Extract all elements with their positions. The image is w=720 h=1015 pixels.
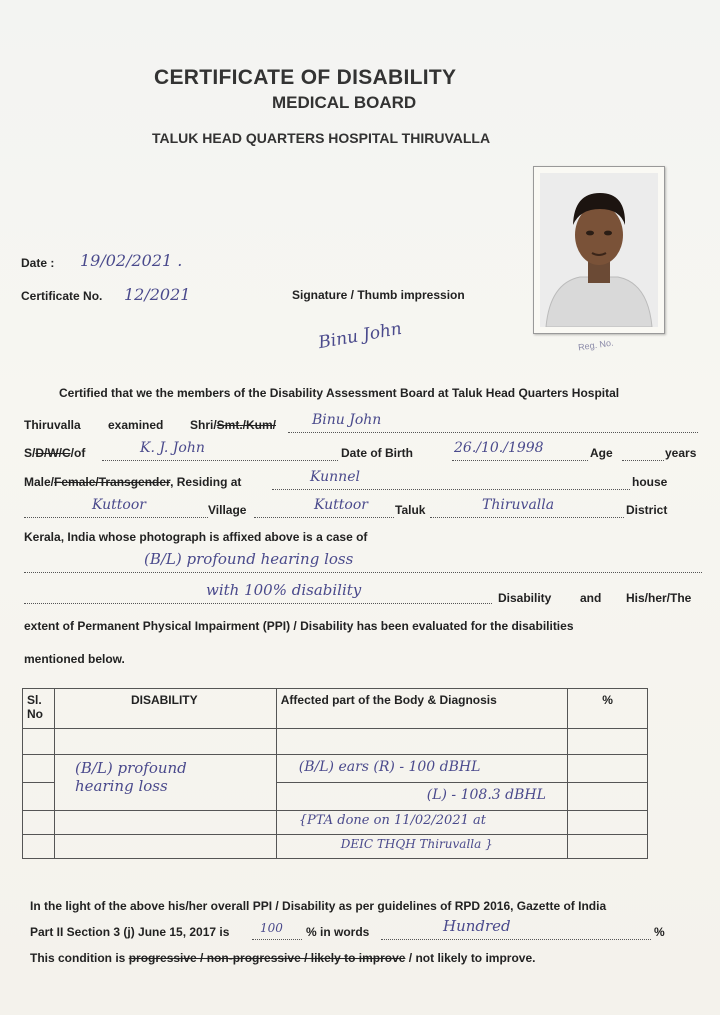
table-row — [23, 729, 648, 755]
diag-line-1: (B/L) ears (R) - 100 dBHL — [298, 759, 481, 775]
certification-line-1: Certified that we the members of the Disability Assessment Board at Taluk Head Quarters Hospital — [59, 386, 620, 400]
case-line-1 — [24, 552, 702, 573]
examined-label: examined — [108, 418, 164, 432]
footer-line-3 — [30, 951, 536, 965]
date-value: 19/02/2021 . — [80, 251, 183, 270]
condition-prefix: This condition is — [30, 951, 126, 965]
diag-cell-4 — [276, 835, 567, 859]
house-label: house — [632, 475, 668, 489]
col-percent: % — [568, 689, 648, 729]
percent-field — [252, 921, 302, 940]
diag-line-3: {PTA done on 11/02/2021 at — [298, 813, 486, 828]
district-label: District — [626, 503, 668, 517]
disability-table — [22, 688, 648, 859]
taluk-field — [254, 499, 394, 518]
table-row — [23, 755, 648, 783]
col-affected-part: Affected part of the Body & Diagnosis — [276, 689, 567, 729]
applicant-photo — [533, 166, 665, 334]
footer-line-2-prefix: Part II Section 3 (j) June 15, 2017 is — [30, 925, 230, 939]
words-value: Hundred — [443, 917, 511, 935]
footer-line-2-mid: % in words — [306, 925, 370, 939]
male-label: Male/ — [24, 475, 55, 489]
certificate-number-value: 12/2021 — [124, 285, 191, 304]
shri-label: Shri/ — [190, 418, 217, 432]
table-header-row — [23, 689, 648, 729]
smt-kum-struck: Smt./Kum/ — [216, 418, 277, 432]
signature: Binu John — [316, 318, 404, 354]
village-value: Kuttoor — [92, 497, 146, 513]
words-field — [381, 917, 651, 940]
father-value: K. J. John — [140, 440, 205, 456]
condition-struck: progressive / non-progressive / likely to improve — [128, 951, 406, 965]
date-label: Date : — [21, 256, 55, 270]
footer-line-1: In the light of the above his/her overall PPI / Disability as per guidelines of RPD 2016, Gazette of India — [30, 899, 607, 913]
certificate-number-label: Certificate No. — [21, 289, 103, 303]
village-field — [24, 499, 208, 518]
village-label: Village — [208, 503, 247, 517]
district-field — [430, 499, 624, 518]
board-subtitle: MEDICAL BOARD — [272, 93, 417, 112]
taluk-label: Taluk — [395, 503, 426, 517]
certificate-title: CERTIFICATE OF DISABILITY — [154, 66, 457, 89]
house-field — [272, 471, 630, 490]
diag-cell-1 — [276, 755, 567, 783]
table-row — [23, 811, 648, 835]
age-field — [622, 442, 664, 461]
condition-suffix: / not likely to improve. — [408, 951, 536, 965]
relation-options — [24, 446, 85, 460]
case-value-2: with 100% disability — [206, 581, 362, 599]
diag-cell-2 — [276, 783, 567, 811]
col-sl-no: Sl. No — [23, 689, 55, 729]
of-label: /of — [70, 446, 86, 460]
house-value: Kunnel — [310, 469, 360, 485]
disability-label: Disability — [498, 591, 552, 605]
and-label: and — [580, 591, 602, 605]
person-photo-icon — [540, 173, 658, 327]
signature-label: Signature / Thumb impression — [292, 288, 465, 302]
case-value-1: (B/L) profound hearing loss — [144, 550, 354, 568]
age-label: Age — [590, 446, 613, 460]
diag-line-4: DEIC THQH Thiruvalla } — [340, 837, 493, 851]
diag-cell-3 — [276, 811, 567, 835]
kerala-line: Kerala, India whose photograph is affixed above is a case of — [24, 530, 368, 544]
mentioned-below: mentioned below. — [24, 652, 125, 666]
district-value: Thiruvalla — [482, 497, 555, 513]
father-field — [102, 442, 338, 461]
hospital-name: TALUK HEAD QUARTERS HOSPITAL THIRUVALLA — [152, 130, 491, 146]
thiruvalla-label: Thiruvalla — [24, 418, 81, 432]
disability-cell — [54, 755, 276, 811]
dob-value: 26./10./1998 — [454, 440, 544, 456]
female-transgender-struck: Female/Transgender — [54, 475, 171, 489]
disability-value: (B/L) profound hearing loss — [74, 759, 187, 795]
extent-line: extent of Permanent Physical Impairment (PPI) / Disability has been evaluated for the disabilities — [24, 619, 574, 633]
years-label: years — [665, 446, 697, 460]
dob-label: Date of Birth — [341, 446, 413, 460]
title-options — [190, 418, 276, 432]
name-value: Binu John — [312, 412, 382, 428]
table-row — [23, 835, 648, 859]
footer-line-2-suffix: % — [654, 925, 665, 939]
dob-field — [452, 442, 588, 461]
his-her-the-label: His/her/The — [626, 591, 692, 605]
taluk-value: Kuttoor — [314, 497, 368, 513]
percent-value: 100 — [260, 921, 283, 935]
col-disability: DISABILITY — [54, 689, 276, 729]
case-line-2 — [24, 583, 492, 604]
name-field — [288, 414, 698, 433]
so-label: S/ — [24, 446, 36, 460]
gender-options — [24, 475, 241, 489]
stamp-text: Reg. No. — [577, 337, 615, 353]
residing-label: , Residing at — [170, 475, 242, 489]
dwc-struck: D/W/C — [35, 446, 71, 460]
diag-line-2: (L) - 108.3 dBHL — [426, 787, 546, 803]
